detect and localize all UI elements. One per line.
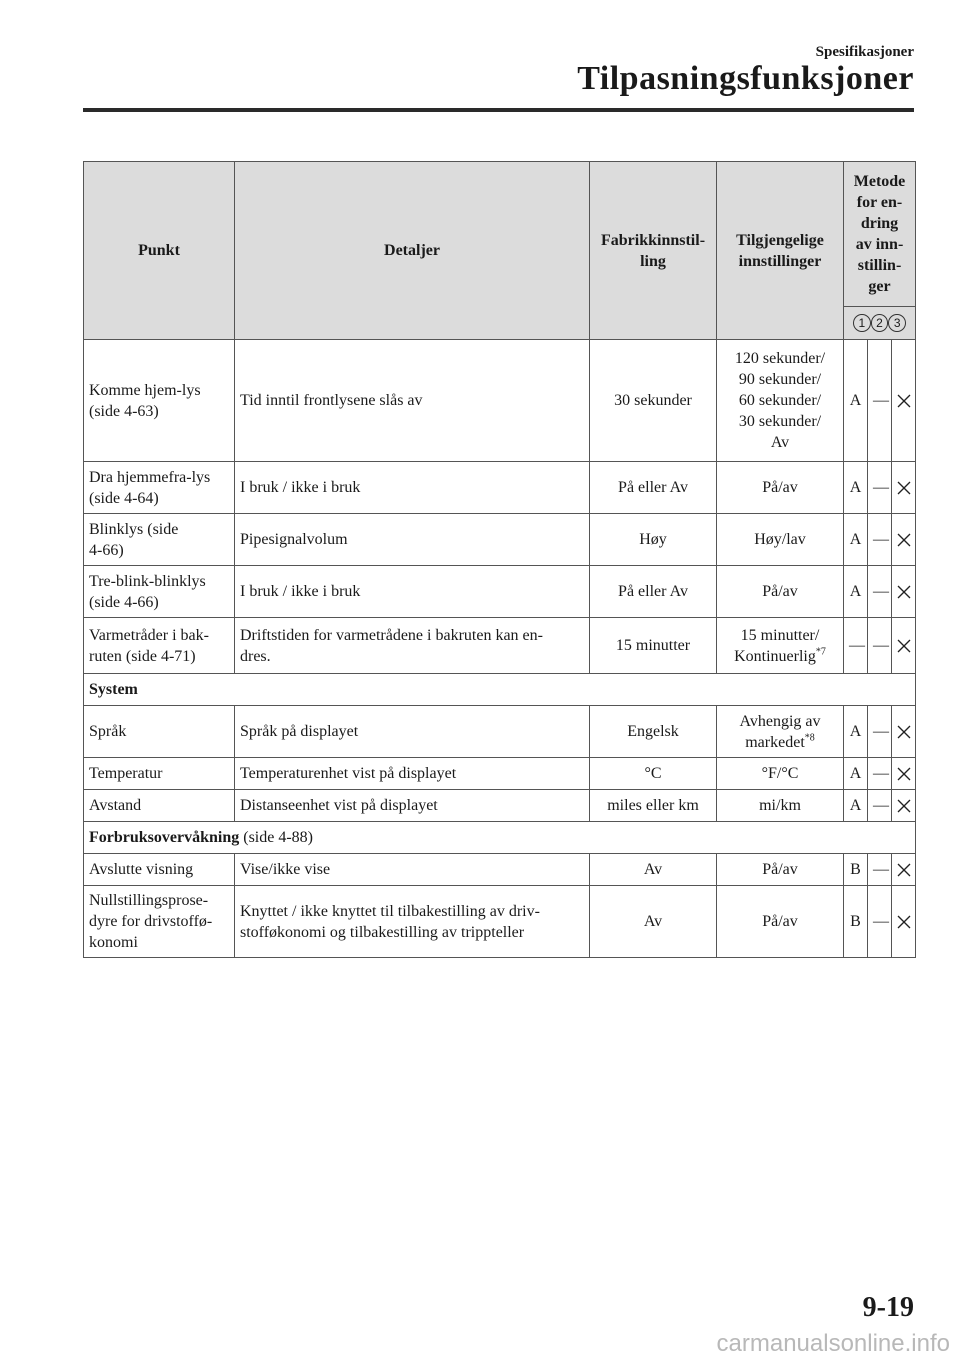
method-cell: — xyxy=(868,790,892,822)
not-applicable-icon xyxy=(897,799,911,813)
method-cell: — xyxy=(868,618,892,674)
table-row xyxy=(84,790,916,822)
available-settings xyxy=(717,790,844,822)
item-name: Språk xyxy=(84,706,235,758)
available-settings-text: Høy/lav xyxy=(754,531,806,548)
available-settings-text: På/av xyxy=(762,913,798,930)
factory-setting: På eller Av xyxy=(590,462,717,514)
not-applicable-icon xyxy=(897,915,911,929)
method-cell: B xyxy=(844,854,868,886)
item-name: Nullstillingsprose- dyre for drivstoffø- konomi xyxy=(84,886,235,958)
factory-setting: 30 sekunder xyxy=(590,340,717,462)
available-settings xyxy=(717,566,844,618)
section-label: Spesifikasjoner xyxy=(815,44,914,60)
method-number-row xyxy=(844,307,916,340)
factory-setting: Høy xyxy=(590,514,717,566)
table-row xyxy=(84,462,916,514)
method-cell: A xyxy=(844,340,868,462)
method-3-badge: 3 xyxy=(888,314,906,332)
not-applicable-icon xyxy=(897,767,911,781)
factory-setting: Av xyxy=(590,886,717,958)
available-settings-text: °F/°C xyxy=(761,765,799,782)
available-settings xyxy=(717,618,844,674)
method-cell xyxy=(892,706,916,758)
factory-setting: På eller Av xyxy=(590,566,717,618)
available-settings-text: mi/km xyxy=(759,797,801,814)
item-details: Pipesignalvolum xyxy=(235,514,590,566)
available-settings xyxy=(717,854,844,886)
not-applicable-icon xyxy=(897,533,911,547)
method-cell: B xyxy=(844,886,868,958)
item-details: Driftstiden for varmetrådene i bakruten kan en- dres. xyxy=(235,618,590,674)
table-row xyxy=(84,566,916,618)
not-applicable-icon xyxy=(897,639,911,653)
item-details: Språk på displayet xyxy=(235,706,590,758)
table-row xyxy=(84,758,916,790)
method-cell: A xyxy=(844,706,868,758)
method-cell: A xyxy=(844,462,868,514)
item-name: Blinklys (side 4-66) xyxy=(84,514,235,566)
section-row-system xyxy=(84,674,916,706)
method-cell: A xyxy=(844,566,868,618)
factory-setting: Engelsk xyxy=(590,706,717,758)
method-cell: — xyxy=(868,462,892,514)
method-cell: — xyxy=(868,514,892,566)
method-cell xyxy=(892,886,916,958)
page-number: 9-19 xyxy=(862,1292,914,1323)
item-name: Dra hjemmefra-lys (side 4-64) xyxy=(84,462,235,514)
method-cell: A xyxy=(844,790,868,822)
table-row xyxy=(84,854,916,886)
item-details: Temperaturenhet vist på displayet xyxy=(235,758,590,790)
available-settings-text: 120 sekunder/ 90 sekunder/ 60 sekunder/ 30 sekunder/ Av xyxy=(734,350,826,451)
not-applicable-icon xyxy=(897,863,911,877)
factory-setting: 15 minutter xyxy=(590,618,717,674)
method-cell: — xyxy=(868,886,892,958)
available-settings-text: 15 minutter/ Kontinuerlig xyxy=(734,626,820,665)
method-cell xyxy=(892,566,916,618)
method-cell xyxy=(892,340,916,462)
available-settings xyxy=(717,514,844,566)
page-title: Tilpasningsfunksjoner xyxy=(577,60,914,97)
item-name: Tre-blink-blinklys (side 4-66) xyxy=(84,566,235,618)
header-divider xyxy=(83,108,914,112)
section-heading xyxy=(84,674,916,706)
method-2-badge: 2 xyxy=(871,314,889,332)
col-header-detaljer: Detaljer xyxy=(235,162,590,340)
method-cell: — xyxy=(868,854,892,886)
factory-setting: miles eller km xyxy=(590,790,717,822)
method-cell xyxy=(892,790,916,822)
item-details: I bruk / ikke i bruk xyxy=(235,566,590,618)
item-name: Temperatur xyxy=(84,758,235,790)
table-row xyxy=(84,340,916,462)
section-row-forbruk xyxy=(84,822,916,854)
item-name: Varmetråder i bak- ruten (side 4-71) xyxy=(84,618,235,674)
method-cell: A xyxy=(844,758,868,790)
item-name: Avslutte visning xyxy=(84,854,235,886)
method-cell: — xyxy=(868,758,892,790)
col-header-punkt: Punkt xyxy=(84,162,235,340)
factory-setting: Av xyxy=(590,854,717,886)
table-row xyxy=(84,618,916,674)
table-row xyxy=(84,514,916,566)
item-name: Komme hjem-lys (side 4-63) xyxy=(84,340,235,462)
method-cell xyxy=(892,462,916,514)
not-applicable-icon xyxy=(897,725,911,739)
section-title: System xyxy=(89,681,138,698)
item-details: Knyttet / ikke knyttet til tilbakestilling av driv- stofføkonomi og tilbakestilling av trippteller xyxy=(235,886,590,958)
method-1-badge: 1 xyxy=(853,314,871,332)
method-cell: — xyxy=(868,706,892,758)
footnote-ref: *8 xyxy=(804,732,815,744)
method-cell: A xyxy=(844,514,868,566)
item-details: Tid inntil frontlysene slås av xyxy=(235,340,590,462)
method-cell xyxy=(892,514,916,566)
table-row xyxy=(84,886,916,958)
footnote-ref: *7 xyxy=(815,646,826,658)
item-details: I bruk / ikke i bruk xyxy=(235,462,590,514)
method-cell xyxy=(892,854,916,886)
factory-setting: °C xyxy=(590,758,717,790)
not-applicable-icon xyxy=(897,481,911,495)
col-header-fabrikk: Fabrikkinnstil- ling xyxy=(590,162,717,340)
available-settings xyxy=(717,706,844,758)
col-header-tilgjengelige: Tilgjengelige innstillinger xyxy=(717,162,844,340)
not-applicable-icon xyxy=(897,585,911,599)
method-cell xyxy=(892,758,916,790)
available-settings xyxy=(717,758,844,790)
available-settings-text: På/av xyxy=(762,861,798,878)
method-cell: — xyxy=(868,566,892,618)
available-settings xyxy=(717,340,844,462)
section-note: (side 4-88) xyxy=(243,829,314,846)
not-applicable-icon xyxy=(897,394,911,408)
watermark: carmanualsonline.info xyxy=(716,1330,950,1357)
table-row xyxy=(84,706,916,758)
section-heading xyxy=(84,822,916,854)
item-details: Distanseenhet vist på displayet xyxy=(235,790,590,822)
col-header-metode: Metode for en- dring av inn- stillin- ger xyxy=(844,162,916,307)
customization-table xyxy=(83,161,916,958)
method-cell xyxy=(892,618,916,674)
item-name: Avstand xyxy=(84,790,235,822)
item-details: Vise/ikke vise xyxy=(235,854,590,886)
method-cell: — xyxy=(844,618,868,674)
available-settings-text: Avhengig av markedet xyxy=(739,712,821,751)
available-settings xyxy=(717,886,844,958)
available-settings-text: På/av xyxy=(762,583,798,600)
section-title: Forbruksovervåkning xyxy=(89,829,240,846)
available-settings xyxy=(717,462,844,514)
available-settings-text: På/av xyxy=(762,479,798,496)
method-cell: — xyxy=(868,340,892,462)
